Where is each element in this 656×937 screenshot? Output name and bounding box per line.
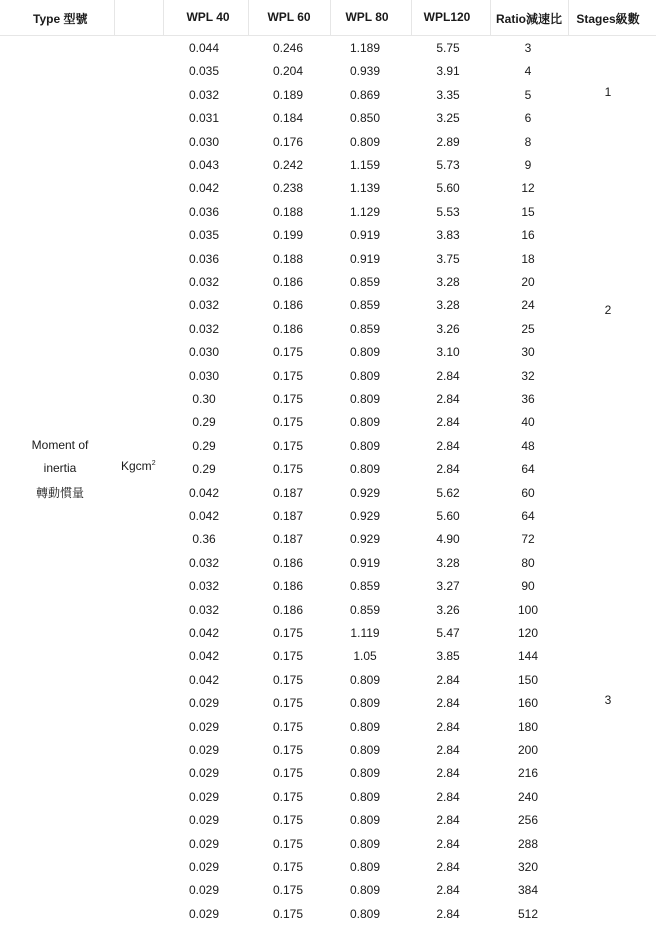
cell-wpl60: 0.176: [272, 134, 304, 149]
cell-wpl60: 0.246: [272, 41, 304, 55]
table-row: [0, 506, 656, 529]
cell-wpl80: 0.809: [349, 813, 381, 828]
header-divider: [411, 0, 412, 36]
cell-wpl60: 0.238: [272, 181, 304, 196]
header-wpl80: WPL 80: [345, 10, 389, 24]
cell-wpl40: 0.029: [188, 789, 220, 804]
cell-wpl80: 0.809: [349, 462, 381, 477]
cell-wpl60: 0.184: [272, 111, 304, 126]
cell-ratio: 12: [521, 181, 535, 196]
cell-wpl80: 0.929: [349, 509, 381, 523]
cell-wpl40: 0.042: [188, 672, 220, 687]
cell-wpl60: 0.175: [272, 743, 304, 757]
header-divider: [114, 0, 115, 36]
cell-wpl40: 0.032: [188, 579, 220, 594]
cell-wpl60: 0.186: [272, 298, 304, 313]
cell-wpl80: 0.859: [349, 602, 381, 617]
cell-ratio: 18: [521, 251, 535, 266]
cell-wpl80: 0.809: [349, 672, 381, 687]
cell-wpl80: 0.809: [349, 392, 381, 406]
header-type: Type 型號: [33, 12, 88, 26]
table-row: [0, 459, 656, 482]
table-row: [0, 202, 656, 225]
cell-wpl60: 0.186: [272, 321, 304, 336]
cell-wpl40: 0.044: [188, 41, 220, 55]
cell-ratio: 25: [521, 321, 535, 336]
cell-wpl40: 0.031: [188, 111, 220, 126]
table-row: [0, 600, 656, 623]
cell-wpl60: 0.175: [272, 345, 304, 360]
cell-wpl60: 0.189: [272, 87, 304, 102]
cell-wpl120: 3.28: [436, 555, 460, 570]
cell-wpl80: 0.929: [349, 532, 381, 547]
cell-wpl40: 0.30: [192, 392, 216, 406]
cell-wpl60: 0.188: [272, 251, 304, 266]
cell-wpl120: 3.35: [436, 87, 460, 102]
cell-ratio: 60: [521, 485, 535, 500]
cell-wpl40: 0.036: [188, 204, 220, 219]
cell-wpl40: 0.032: [188, 298, 220, 313]
cell-ratio: 64: [521, 462, 535, 477]
cell-wpl40: 0.042: [188, 485, 220, 500]
cell-wpl120: 5.60: [436, 181, 460, 196]
cell-wpl120: 2.84: [436, 672, 460, 687]
cell-ratio: 16: [521, 228, 535, 243]
cell-wpl80: 0.809: [349, 368, 381, 383]
cell-wpl80: 1.159: [349, 158, 381, 172]
cell-wpl60: 0.186: [272, 579, 304, 594]
table-row: [0, 576, 656, 599]
cell-wpl120: 2.84: [436, 392, 460, 406]
cell-wpl60: 0.175: [272, 462, 304, 477]
cell-wpl120: 3.28: [436, 298, 460, 313]
cell-wpl40: 0.029: [188, 719, 220, 734]
cell-wpl60: 0.175: [272, 836, 304, 851]
cell-ratio: 160: [517, 696, 539, 711]
cell-wpl120: 4.90: [436, 532, 460, 547]
cell-wpl40: 0.29: [192, 415, 216, 430]
cell-ratio: 240: [517, 789, 539, 804]
table-row: [0, 834, 656, 857]
cell-wpl60: 0.175: [272, 368, 304, 383]
cell-ratio: 72: [521, 532, 535, 547]
cell-wpl60: 0.175: [272, 649, 304, 664]
header-divider: [330, 0, 331, 36]
header-stages: Stages級數: [576, 12, 640, 26]
cell-wpl120: 3.28: [436, 275, 460, 289]
cell-wpl80: 0.809: [349, 860, 381, 874]
cell-wpl120: 3.91: [436, 64, 460, 79]
cell-wpl120: 2.84: [436, 415, 460, 430]
table-row: [0, 483, 656, 506]
table-row: [0, 132, 656, 155]
cell-wpl40: 0.032: [188, 275, 220, 289]
header-ratio: Ratio減速比: [495, 12, 563, 26]
unit-text: Kgcm: [121, 459, 152, 473]
cell-wpl80: 0.809: [349, 743, 381, 757]
cell-wpl120: 2.84: [436, 368, 460, 383]
cell-wpl80: 1.05: [353, 649, 377, 664]
cell-wpl40: 0.032: [188, 87, 220, 102]
cell-wpl80: 0.809: [349, 415, 381, 430]
cell-wpl80: 0.869: [349, 87, 381, 102]
cell-wpl120: 5.73: [436, 158, 460, 172]
cell-wpl80: 0.809: [349, 719, 381, 734]
cell-wpl80: 0.859: [349, 298, 381, 313]
cell-wpl120: 3.25: [436, 111, 460, 126]
cell-ratio: 150: [517, 672, 539, 687]
table-row: [0, 670, 656, 693]
cell-ratio: 320: [517, 860, 539, 874]
cell-wpl80: 0.850: [349, 111, 381, 126]
cell-ratio: 30: [521, 345, 535, 360]
table-row: [0, 740, 656, 763]
cell-wpl40: 0.029: [188, 836, 220, 851]
table-row: [0, 225, 656, 248]
table-row: [0, 787, 656, 810]
cell-ratio: 36: [521, 392, 535, 406]
cell-wpl80: 0.809: [349, 766, 381, 781]
table-row: [0, 763, 656, 786]
cell-wpl120: 5.75: [436, 41, 460, 55]
cell-wpl80: 0.809: [349, 696, 381, 711]
cell-wpl60: 0.204: [272, 64, 304, 79]
label-inertia: inertia: [43, 461, 77, 475]
cell-ratio: 384: [517, 883, 539, 898]
table-row: [0, 108, 656, 131]
cell-wpl60: 0.175: [272, 789, 304, 804]
cell-wpl80: 0.919: [349, 555, 381, 570]
cell-wpl60: 0.175: [272, 696, 304, 711]
cell-wpl60: 0.175: [272, 672, 304, 687]
cell-wpl80: 0.809: [349, 883, 381, 898]
header-wpl120: WPL120: [423, 10, 471, 24]
cell-wpl60: 0.186: [272, 602, 304, 617]
cell-ratio: 6: [524, 111, 532, 126]
cell-wpl40: 0.030: [188, 345, 220, 360]
cell-ratio: 4: [524, 64, 532, 79]
table-row: [0, 529, 656, 552]
cell-wpl40: 0.032: [188, 321, 220, 336]
cell-wpl60: 0.175: [272, 626, 304, 640]
cell-wpl120: 2.89: [436, 134, 460, 149]
table-row: [0, 412, 656, 435]
unit-superscript: 2: [151, 460, 156, 467]
cell-wpl40: 0.029: [188, 860, 220, 874]
cell-ratio: 90: [521, 579, 535, 594]
cell-wpl120: 2.84: [436, 906, 460, 921]
cell-ratio: 144: [517, 649, 539, 664]
cell-ratio: 48: [521, 438, 535, 453]
table-row: [0, 389, 656, 412]
table-row: [0, 857, 656, 880]
cell-wpl40: 0.030: [188, 368, 220, 383]
table-row: [0, 272, 656, 295]
cell-wpl120: 5.53: [436, 204, 460, 219]
table-row: [0, 38, 656, 61]
stage-3: 3: [604, 693, 612, 707]
cell-ratio: 64: [521, 509, 535, 523]
cell-wpl120: 2.84: [436, 860, 460, 874]
table-row: [0, 646, 656, 669]
cell-wpl60: 0.175: [272, 766, 304, 781]
table-row: [0, 178, 656, 201]
header-wpl60: WPL 60: [267, 10, 311, 24]
cell-ratio: 100: [517, 602, 539, 617]
cell-wpl120: 3.26: [436, 321, 460, 336]
cell-ratio: 216: [517, 766, 539, 781]
cell-wpl80: 0.809: [349, 134, 381, 149]
cell-wpl60: 0.199: [272, 228, 304, 243]
cell-ratio: 24: [521, 298, 535, 313]
cell-ratio: 8: [524, 134, 532, 149]
cell-ratio: 512: [517, 906, 539, 921]
cell-wpl40: 0.035: [188, 228, 220, 243]
cell-ratio: 256: [517, 813, 539, 828]
cell-wpl60: 0.175: [272, 860, 304, 874]
cell-ratio: 200: [517, 743, 539, 757]
cell-wpl40: 0.29: [192, 462, 216, 477]
cell-wpl60: 0.186: [272, 555, 304, 570]
cell-wpl40: 0.032: [188, 555, 220, 570]
cell-wpl120: 3.10: [436, 345, 460, 360]
cell-ratio: 40: [521, 415, 535, 430]
table-row: [0, 319, 656, 342]
cell-wpl120: 3.85: [436, 649, 460, 664]
cell-ratio: 15: [521, 204, 535, 219]
stage-1: 1: [604, 85, 612, 99]
table-row: [0, 436, 656, 459]
table-row: [0, 249, 656, 272]
cell-ratio: 3: [524, 41, 532, 55]
cell-wpl40: 0.029: [188, 743, 220, 757]
cell-wpl40: 0.029: [188, 766, 220, 781]
cell-wpl120: 5.60: [436, 509, 460, 523]
table-row: [0, 904, 656, 927]
cell-wpl120: 5.47: [436, 626, 460, 640]
header-divider: [248, 0, 249, 36]
cell-wpl80: 0.919: [349, 228, 381, 243]
header-divider: [490, 0, 491, 36]
cell-wpl80: 0.859: [349, 579, 381, 594]
cell-wpl40: 0.042: [188, 649, 220, 664]
cell-ratio: 120: [517, 626, 539, 640]
cell-wpl60: 0.187: [272, 509, 304, 523]
cell-wpl60: 0.188: [272, 204, 304, 219]
cell-wpl60: 0.175: [272, 719, 304, 734]
table-row: [0, 295, 656, 318]
cell-wpl80: 0.809: [349, 836, 381, 851]
cell-wpl120: 2.84: [436, 883, 460, 898]
cell-wpl120: 2.84: [436, 696, 460, 711]
cell-wpl60: 0.187: [272, 532, 304, 547]
cell-ratio: 9: [524, 158, 532, 172]
cell-wpl120: 3.26: [436, 602, 460, 617]
cell-wpl80: 1.119: [350, 626, 380, 640]
table-row: [0, 366, 656, 389]
cell-wpl40: 0.029: [188, 906, 220, 921]
cell-ratio: 180: [517, 719, 539, 734]
table-row: [0, 61, 656, 84]
table-row: [0, 693, 656, 716]
table-row: [0, 342, 656, 365]
cell-wpl40: 0.029: [188, 696, 220, 711]
cell-wpl40: 0.029: [188, 883, 220, 898]
cell-wpl40: 0.29: [192, 438, 216, 453]
table-row: [0, 553, 656, 576]
cell-wpl120: 2.84: [436, 836, 460, 851]
cell-wpl40: 0.036: [188, 251, 220, 266]
cell-wpl80: 0.929: [349, 485, 381, 500]
cell-wpl60: 0.186: [272, 275, 304, 289]
table-row: [0, 85, 656, 108]
cell-wpl120: 2.84: [436, 813, 460, 828]
header-rule: [0, 35, 656, 36]
cell-wpl40: 0.36: [192, 532, 216, 547]
cell-wpl40: 0.030: [188, 134, 220, 149]
cell-wpl80: 0.809: [349, 438, 381, 453]
cell-ratio: 80: [521, 555, 535, 570]
cell-wpl60: 0.175: [272, 392, 304, 406]
cell-ratio: 32: [521, 368, 535, 383]
cell-wpl60: 0.175: [272, 438, 304, 453]
label-moment-of: Moment of: [31, 438, 89, 452]
cell-wpl120: 2.84: [436, 438, 460, 453]
cell-wpl60: 0.175: [272, 415, 304, 430]
header-divider: [163, 0, 164, 36]
cell-wpl120: 2.84: [436, 789, 460, 804]
cell-wpl120: 2.84: [436, 462, 460, 477]
cell-ratio: 5: [524, 87, 532, 102]
table-row: [0, 623, 656, 646]
cell-wpl120: 2.84: [436, 743, 460, 757]
table-row: [0, 717, 656, 740]
cell-wpl120: 5.62: [436, 485, 460, 500]
cell-wpl60: 0.175: [272, 906, 304, 921]
cell-wpl120: 3.83: [436, 228, 460, 243]
cell-wpl80: 1.139: [349, 181, 381, 196]
cell-wpl80: 0.809: [349, 789, 381, 804]
table-row: [0, 810, 656, 833]
cell-wpl120: 3.75: [436, 251, 460, 266]
cell-wpl40: 0.042: [188, 509, 220, 523]
cell-wpl40: 0.042: [188, 181, 220, 196]
cell-wpl40: 0.043: [188, 158, 220, 172]
cell-wpl60: 0.175: [272, 883, 304, 898]
cell-wpl80: 1.129: [349, 204, 381, 219]
header-wpl40: WPL 40: [186, 10, 230, 24]
stage-2: 2: [604, 303, 612, 317]
cell-wpl80: 0.809: [349, 906, 381, 921]
cell-ratio: 20: [521, 275, 535, 289]
cell-wpl120: 3.27: [436, 579, 460, 594]
cell-wpl80: 0.859: [349, 275, 381, 289]
cell-wpl120: 2.84: [436, 719, 460, 734]
header-divider: [568, 0, 569, 36]
cell-wpl40: 0.032: [188, 602, 220, 617]
cell-wpl80: 0.939: [349, 64, 381, 79]
cell-wpl80: 0.809: [349, 345, 381, 360]
cell-wpl80: 0.919: [349, 251, 381, 266]
cell-wpl40: 0.035: [188, 64, 220, 79]
table-row: [0, 155, 656, 178]
cell-wpl80: 0.859: [349, 321, 381, 336]
cell-wpl60: 0.242: [272, 158, 304, 172]
cell-wpl120: 2.84: [436, 766, 460, 781]
label-inertia-chinese: 轉動慣量: [35, 486, 85, 500]
cell-wpl60: 0.175: [272, 813, 304, 828]
table-row: [0, 880, 656, 903]
cell-wpl40: 0.029: [188, 813, 220, 828]
cell-wpl80: 1.189: [349, 41, 381, 55]
cell-wpl60: 0.187: [272, 485, 304, 500]
cell-ratio: 288: [517, 836, 539, 851]
cell-wpl40: 0.042: [188, 626, 220, 640]
